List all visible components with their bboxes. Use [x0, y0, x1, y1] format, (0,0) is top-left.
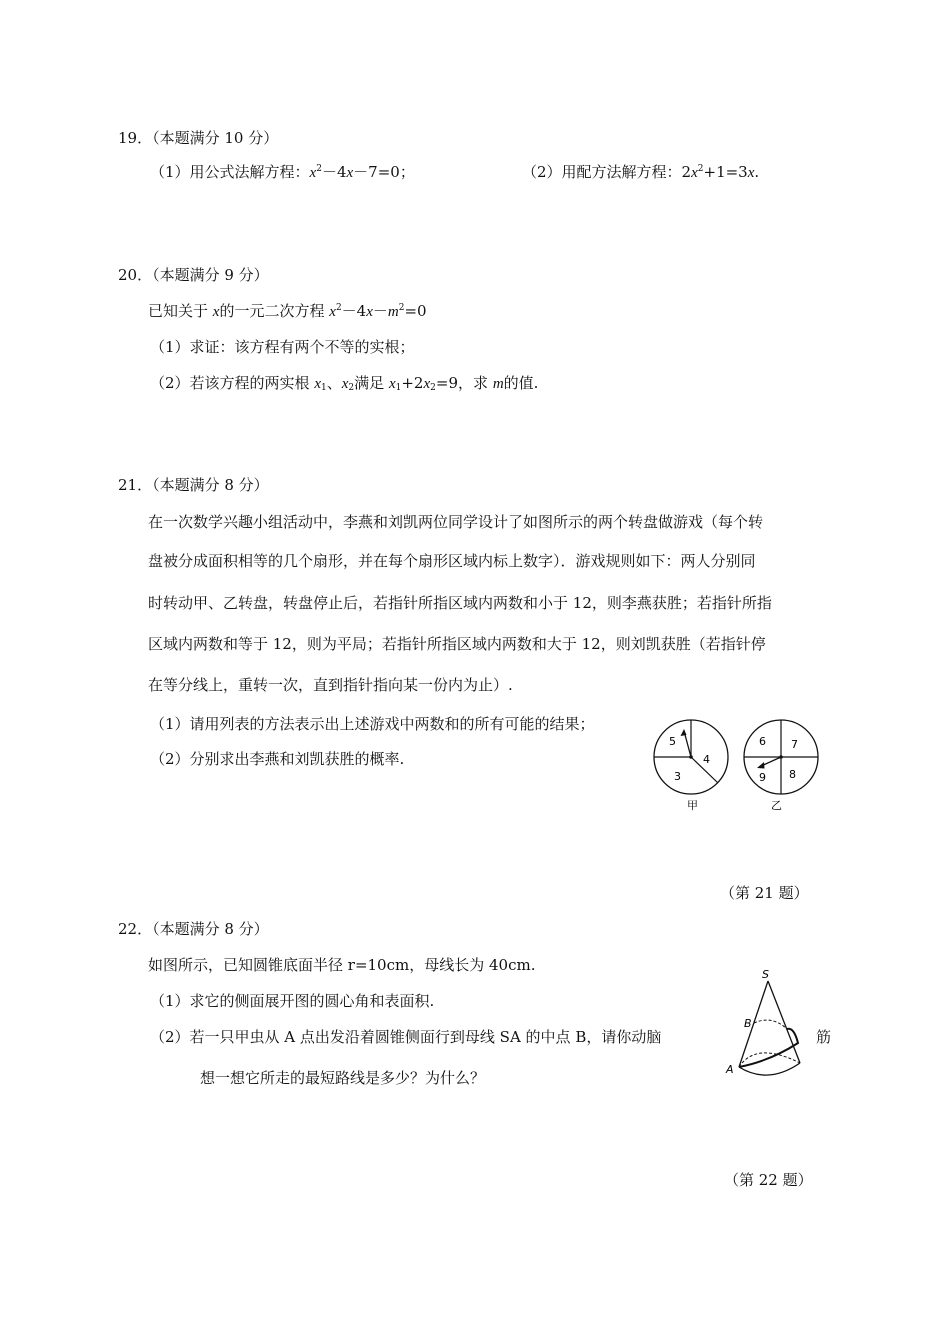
cone-figure [720, 965, 820, 1090]
q21-number: 21． [118, 476, 153, 494]
spinner-jia-number-5: 5 [669, 735, 676, 748]
q19-part1-label: （1）用公式法解方程： [150, 163, 310, 181]
cone-label-s: S [762, 968, 769, 981]
q19-number: 19． [118, 129, 153, 147]
q22-caption: （第 22 题） [724, 1171, 813, 1189]
cone-label-a: A [726, 1063, 734, 1076]
q20-part2-text-d: 的值. [503, 374, 539, 392]
q20-number: 20． [118, 266, 153, 284]
q21-heading [118, 478, 269, 493]
q21-line-1: 在一次数学兴趣小组活动中，李燕和刘凯两位同学设计了如图所示的两个转盘做游戏（每个转 [148, 513, 764, 531]
spinner-yi-number-6: 6 [759, 735, 766, 748]
spinner-jia [654, 720, 728, 812]
q21-caption: （第 21 题） [720, 884, 809, 902]
q19-heading [118, 131, 278, 146]
q20-intro-var: x [212, 304, 220, 320]
q19-part1 [150, 165, 415, 181]
q20-intro [148, 304, 427, 320]
spinner-yi-number-9: 9 [759, 771, 766, 784]
q20-equation: $x^2-4x-m^2=0$ [329, 302, 427, 320]
q21-line-4: 区域内两数和等于 12，则为平局；若指针所指区域内两数和大于 12，则刘凯获胜（若指针停 [148, 635, 766, 653]
cone-label-b: B [744, 1017, 752, 1030]
q19-part2-equation: $2x^2+1=3x$. [681, 163, 760, 181]
q20-intro-text-a: 已知关于 [148, 302, 209, 320]
spinners-figure [646, 715, 846, 815]
q21-line-5: 在等分线上，重转一次，直到指针指向某一份内为止）. [148, 676, 513, 694]
q20-points: （本题满分 9 分） [152, 266, 269, 284]
q21-part2: （2）分别求出李燕和刘凯获胜的概率. [150, 750, 405, 768]
q19-points: （本题满分 10 分） [152, 129, 279, 147]
q22-number: 22． [118, 920, 153, 938]
q20-heading [118, 268, 269, 283]
q20-part2-text-b: 满足 [354, 374, 385, 392]
spinner-yi-number-8: 8 [789, 768, 796, 781]
q20-part2: （2）若该方程的两实根 $x_1$、$x_2$满足 $x_1+2x_2=9$，求 m的值. [150, 374, 539, 393]
q21-line-3: 时转动甲、乙转盘，转盘停止后，若指针所指区域内两数和小于 12，则李燕获胜；若指针所指 [148, 594, 772, 612]
q22-part2-tail: 筋 [816, 1028, 832, 1046]
q22-heading [118, 922, 269, 937]
spinner-yi-number-7: 7 [791, 738, 798, 751]
q20-part2-text-a: （2）若该方程的两实根 [150, 374, 310, 392]
q20-part2-text-c: ，求 [458, 374, 489, 392]
spinner-yi-label: 乙 [771, 799, 782, 812]
q19-part2 [522, 165, 759, 181]
q19-part2-label: （2）用配方法解方程： [522, 163, 682, 181]
spinner-jia-label: 甲 [687, 799, 698, 812]
spinner-jia-number-3: 3 [674, 770, 681, 783]
q22-part1: （1）求它的侧面展开图的圆心角和表面积. [150, 992, 435, 1010]
q19-part1-equation: $x^2-4x-7=0$； [309, 163, 415, 181]
q22-part2: （2）若一只甲虫从 A 点出发沿着圆锥侧面行到母线 SA 的中点 B，请你动脑 [150, 1028, 662, 1046]
q20-intro-text-b: 的一元二次方程 [219, 302, 325, 320]
q21-points: （本题满分 8 分） [152, 476, 269, 494]
q22-part2-continued: 想一想它所走的最短路线是多少？为什么？ [200, 1069, 486, 1087]
q22-points: （本题满分 8 分） [152, 920, 269, 938]
q22-intro: 如图所示，已知圆锥底面半径 r=10cm，母线长为 40cm. [148, 956, 536, 974]
q21-part1: （1）请用列表的方法表示出上述游戏中两数和的所有可能的结果； [150, 715, 595, 733]
spinner-jia-number-4: 4 [703, 753, 710, 766]
spinner-yi [744, 720, 818, 812]
q20-part1: （1）求证：该方程有两个不等的实根； [150, 338, 415, 356]
q21-line-2: 盘被分成面积相等的几个扇形，并在每个扇形区域内标上数字）．游戏规则如下：两人分别同 [148, 552, 756, 570]
